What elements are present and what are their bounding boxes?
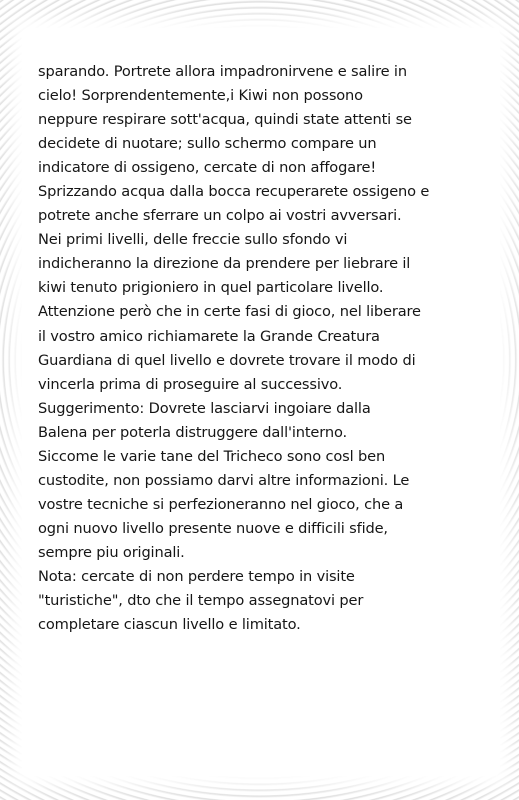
- text-line: sempre piu originali.: [38, 543, 185, 561]
- text-line: Attenzione però che in certe fasi di gioco, nel liberare: [38, 303, 421, 321]
- text-line: decidete di nuotare; sullo schermo compare un: [38, 135, 377, 153]
- text-line: vincerla prima di proseguire al successivo.: [38, 375, 343, 393]
- text-line: sparando. Portrete allora impadronirvene e salire in: [38, 63, 407, 80]
- text-line: Guardiana di quel livello e dovrete trovare il modo di: [38, 351, 416, 369]
- text-line: Balena per poterla distruggere dall'interno.: [38, 423, 347, 441]
- text-line: Siccome le varie tane del Tricheco sono cosl ben: [38, 447, 386, 465]
- text-line: ogni nuovo livello presente nuove e difficili sfide,: [38, 519, 388, 537]
- text-line: "turistiche", dto che il tempo assegnatovi per: [38, 592, 364, 610]
- text-line: Nota: cercate di non perdere tempo in visite: [38, 567, 355, 585]
- text-line: cielo! Sorprendentemente,i Kiwi non possono: [38, 87, 363, 105]
- text-line: indicatore di ossigeno, cercate di non affogare!: [38, 159, 377, 177]
- text-line: vostre tecniche si perfezioneranno nel gioco, che a: [38, 495, 404, 513]
- text-line: il vostro amico richiamarete la Grande Creatura: [38, 327, 380, 345]
- text-line: kiwi tenuto prigioniero in quel particolare livello.: [38, 279, 384, 297]
- text-line: Nei primi livelli, delle freccie sullo sfondo vi: [38, 231, 348, 249]
- text-line: indicheranno la direzione da prendere per liebrare il: [38, 255, 411, 273]
- text-line: potrete anche sferrare un colpo ai vostri avversari.: [38, 207, 402, 225]
- text-line: custodite, non possiamo darvi altre informazioni. Le: [38, 471, 410, 489]
- text-line: Suggerimento: Dovrete lasciarvi ingoiare dalla: [38, 399, 371, 417]
- text-line: Sprizzando acqua dalla bocca recuperarete ossigeno e: [38, 183, 430, 201]
- text-line: neppure respirare sott'acqua, quindi state attenti se: [38, 111, 412, 129]
- text-line: completare ciascun livello e limitato.: [38, 616, 301, 634]
- body-text: [38, 60, 488, 637]
